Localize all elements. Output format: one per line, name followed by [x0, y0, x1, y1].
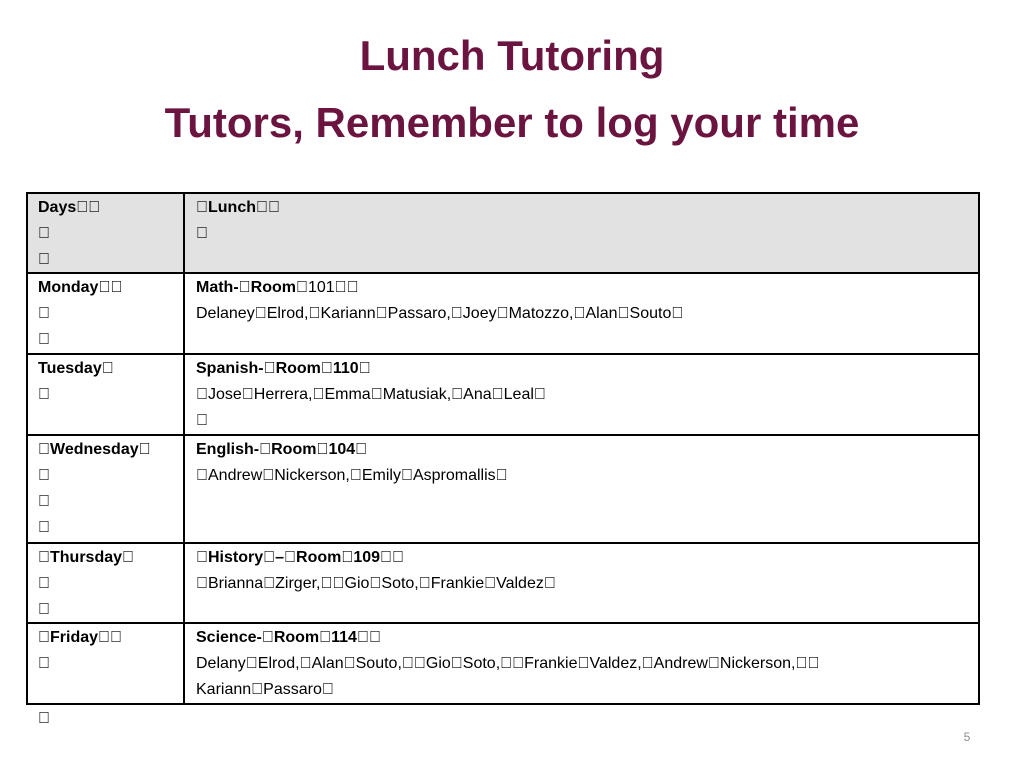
room-title: Spanish- Room 110 — [196, 360, 344, 377]
day-name: Friday — [38, 629, 87, 646]
day-cell — [28, 274, 185, 353]
cell-line — [38, 327, 177, 353]
day-cell — [28, 544, 185, 622]
day-cell — [28, 436, 185, 542]
cell-line — [196, 221, 970, 247]
table-row — [28, 436, 978, 544]
tutor-names: Delaney Elrod, Kariann Passaro, Joey Matozzo, Alan Souto — [196, 305, 618, 322]
title-line-2: Tutors, Remember to log your time — [164, 99, 860, 146]
lunch-cell — [185, 544, 978, 622]
lunch-cell — [185, 274, 978, 353]
tutor-names: Delany Elrod, Alan Souto, Gio Soto, Frankie Valdez, Andrew Nickerson, — [196, 655, 702, 672]
header-days-label: Days — [38, 199, 77, 216]
header-lunch-cell — [185, 194, 978, 272]
slide-title — [0, 22, 1024, 156]
day-name: Wednesday — [38, 441, 127, 458]
day-name: Tuesday — [38, 360, 102, 377]
tutor-names: Andrew Nickerson, Emily Aspromallis — [196, 467, 461, 484]
cell-line — [38, 571, 177, 597]
room-title-bold: Math- Room — [196, 279, 293, 296]
cell-line — [38, 301, 177, 327]
cell-line — [38, 651, 177, 677]
lunch-cell — [185, 436, 978, 542]
title-line-1: Lunch Tutoring — [359, 32, 665, 79]
day-cell — [28, 624, 185, 703]
cell-line — [38, 382, 177, 408]
tutor-names-continued: Kariann Passaro — [196, 681, 315, 698]
cell-line — [38, 489, 177, 515]
cell-line — [38, 247, 177, 272]
room-title-number: 101 — [292, 279, 320, 296]
tutor-names: Jose Herrera, Emma Matusiak, Ana Leal — [196, 386, 484, 403]
room-title — [196, 275, 970, 301]
header-lunch-label: Lunch — [196, 199, 244, 216]
day-name: Monday — [38, 279, 99, 296]
table-row — [28, 355, 978, 436]
tutor-names: Brianna Zirger, Gio Soto, Frankie Valdez — [196, 575, 483, 592]
lunch-cell — [185, 624, 978, 703]
cell-line — [38, 221, 177, 247]
table-header-row — [28, 194, 978, 274]
day-name: Thursday — [38, 549, 111, 566]
cell-line — [38, 597, 177, 622]
cell-line — [38, 463, 177, 489]
schedule-table — [26, 192, 980, 705]
footer-mark — [38, 706, 50, 732]
page-number: 5 — [963, 730, 971, 744]
room-title: History – Room 109 — [196, 549, 346, 566]
header-days-cell — [28, 194, 185, 272]
table-row — [28, 544, 978, 624]
cell-line — [38, 515, 177, 541]
lunch-cell — [185, 355, 978, 434]
day-cell — [28, 355, 185, 434]
cell-line — [196, 408, 970, 434]
table-row — [28, 274, 978, 355]
room-title: English- Room 104 — [196, 441, 341, 458]
table-row — [28, 624, 978, 703]
room-title: Science- Room 114 — [196, 629, 342, 646]
